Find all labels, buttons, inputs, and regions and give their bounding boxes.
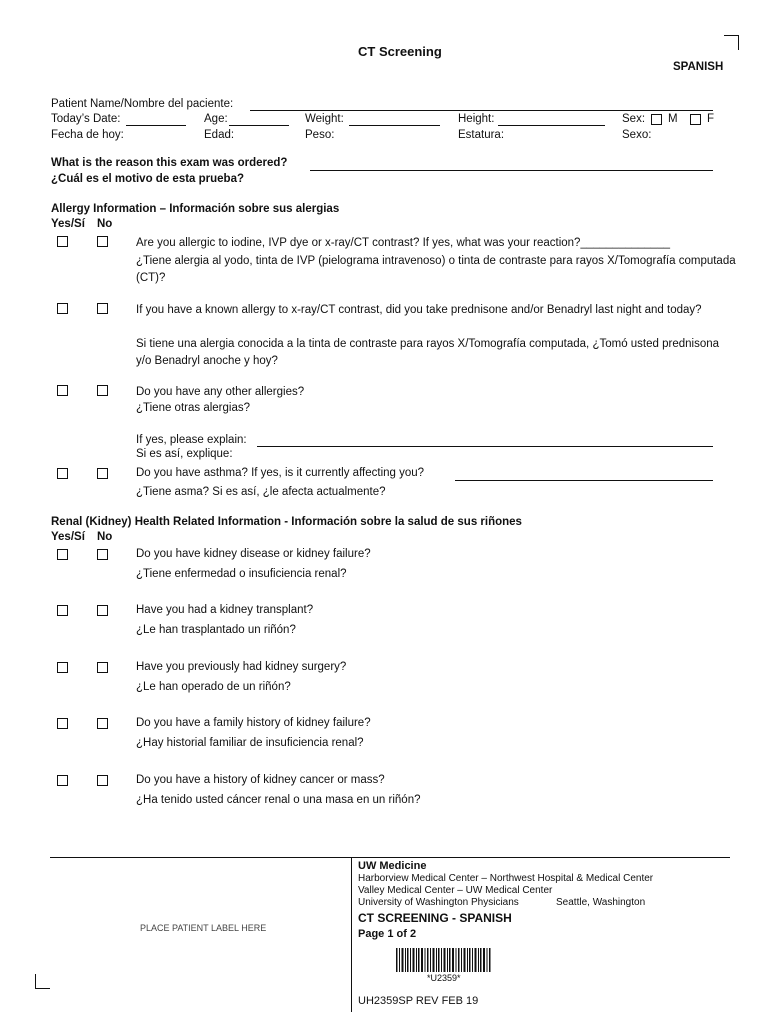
patient-name-label: Patient Name/Nombre del paciente: [51,98,234,110]
allergy-heading: Allergy Information – Información sobre sus alergias [51,203,340,215]
barcode-text: *U2359* [427,973,461,983]
allergy-q1-es: ¿Tiene alergia al yodo, tinta de IVP (pielograma intravenoso) o tinta de contraste para rayos X/Tomografía computada (CT)? [136,255,736,284]
renal-q3-es: ¿Le han operado de un riñón? [136,681,291,693]
allergy-q3-en: Do you have any other allergies? [136,386,305,398]
allergy-q1-no-checkbox[interactable] [97,236,108,247]
org-city: Seattle, Washington [556,897,646,908]
renal-q4-no-checkbox[interactable] [97,718,108,729]
weight-label-es: Peso: [305,129,335,141]
sex-label-es: Sexo: [622,129,652,141]
age-label-es: Edad: [204,129,235,141]
height-label-en: Height: [458,113,495,125]
sex-label-en: Sex: [622,113,646,125]
org-line-3: University of Washington Physicians [358,897,519,908]
sex-m-checkbox[interactable] [651,114,662,125]
allergy-q3-yes-checkbox[interactable] [57,385,68,396]
allergy-q2-es: Si tiene una alergia conocida a la tinta de contraste para rayos X/Tomografía computada, ¿Tomó usted prednisona y/o Benadryl anoche y hoy? [136,338,720,367]
renal-q2-es: ¿Le han trasplantado un riñón? [136,624,296,636]
allergy-q4-es: ¿Tiene asma? Si es así, ¿le afecta actualmente? [136,486,386,498]
reason-field[interactable] [310,170,713,171]
allergy-q4-en: Do you have asthma? If yes, is it currently affecting you? [136,467,425,479]
height-label-es: Estatura: [458,129,505,141]
height-field[interactable] [498,125,605,126]
allergy-q1-en: Are you allergic to iodine, IVP dye or x-ray/CT contrast? If yes, what was your reaction?______________ [136,237,670,249]
reason-question-en: What is the reason this exam was ordered? [51,157,288,169]
renal-q4-es: ¿Hay historial familiar de insuficiencia renal? [136,737,364,749]
renal-q3-yes-checkbox[interactable] [57,662,68,673]
renal-heading: Renal (Kidney) Health Related Information - Información sobre la salud de sus riñones [51,516,522,528]
renal-q1-es: ¿Tiene enfermedad o insuficiencia renal? [136,568,347,580]
renal-q5-en: Do you have a history of kidney cancer or mass? [136,774,385,786]
allergy-yes-header: Yes/Sí [51,218,85,230]
crop-mark-top-right [724,35,739,50]
form-title: CT Screening [358,44,442,59]
renal-q1-yes-checkbox[interactable] [57,549,68,560]
explain-field[interactable] [257,446,713,447]
reason-question-es: ¿Cuál es el motivo de esta prueba? [51,173,244,185]
sex-m-label: M [668,113,678,125]
page-number: Page 1 of 2 [358,928,417,940]
sex-f-checkbox[interactable] [690,114,701,125]
patient-label-placeholder: PLACE PATIENT LABEL HERE [140,923,267,933]
renal-q3-en: Have you previously had kidney surgery? [136,661,347,673]
renal-yes-header: Yes/Sí [51,531,85,543]
allergy-q1-yes-checkbox[interactable] [57,236,68,247]
renal-q2-en: Have you had a kidney transplant? [136,604,314,616]
allergy-q2-yes-checkbox[interactable] [57,303,68,314]
date-label-es: Fecha de hoy: [51,129,124,141]
renal-no-header: No [97,531,113,543]
org-line-2: Valley Medical Center – UW Medical Center [358,885,553,896]
allergy-no-header: No [97,218,113,230]
sex-f-label: F [707,113,715,125]
date-field[interactable] [126,125,186,126]
allergy-q2-no-checkbox[interactable] [97,303,108,314]
renal-q5-no-checkbox[interactable] [97,775,108,786]
explain-label-es: Si es así, explique: [136,448,233,460]
date-label-en: Today’s Date: [51,113,121,125]
allergy-q3-no-checkbox[interactable] [97,385,108,396]
asthma-field[interactable] [455,480,713,481]
renal-q4-en: Do you have a family history of kidney failure? [136,717,371,729]
footer-divider [50,857,730,858]
age-label-en: Age: [204,113,228,125]
age-field[interactable] [229,125,289,126]
renal-q1-no-checkbox[interactable] [97,549,108,560]
renal-q2-yes-checkbox[interactable] [57,605,68,616]
renal-q1-en: Do you have kidney disease or kidney failure? [136,548,371,560]
weight-label-en: Weight: [305,113,344,125]
patient-name-field[interactable] [250,110,713,111]
form-id: UH2359SP REV FEB 19 [358,995,479,1007]
org-name: UW Medicine [358,860,427,872]
renal-q5-es: ¿Ha tenido usted cáncer renal o una masa en un riñón? [136,794,421,806]
renal-q3-no-checkbox[interactable] [97,662,108,673]
crop-mark-bottom-left [35,974,50,989]
weight-field[interactable] [349,125,440,126]
barcode [396,948,491,972]
renal-q2-no-checkbox[interactable] [97,605,108,616]
renal-q5-yes-checkbox[interactable] [57,775,68,786]
renal-q4-yes-checkbox[interactable] [57,718,68,729]
allergy-q3-es: ¿Tiene otras alergias? [136,402,250,414]
explain-label-en: If yes, please explain: [136,434,247,446]
language-label: SPANISH [673,61,724,73]
footer-vertical-divider [351,857,352,1012]
allergy-q4-yes-checkbox[interactable] [57,468,68,479]
footer-form-title: CT SCREENING - SPANISH [358,911,512,925]
allergy-q4-no-checkbox[interactable] [97,468,108,479]
allergy-q2-en: If you have a known allergy to x-ray/CT contrast, did you take prednisone and/or Benadryl last night and today? [136,304,702,316]
org-line-1: Harborview Medical Center – Northwest Hospital & Medical Center [358,873,654,884]
